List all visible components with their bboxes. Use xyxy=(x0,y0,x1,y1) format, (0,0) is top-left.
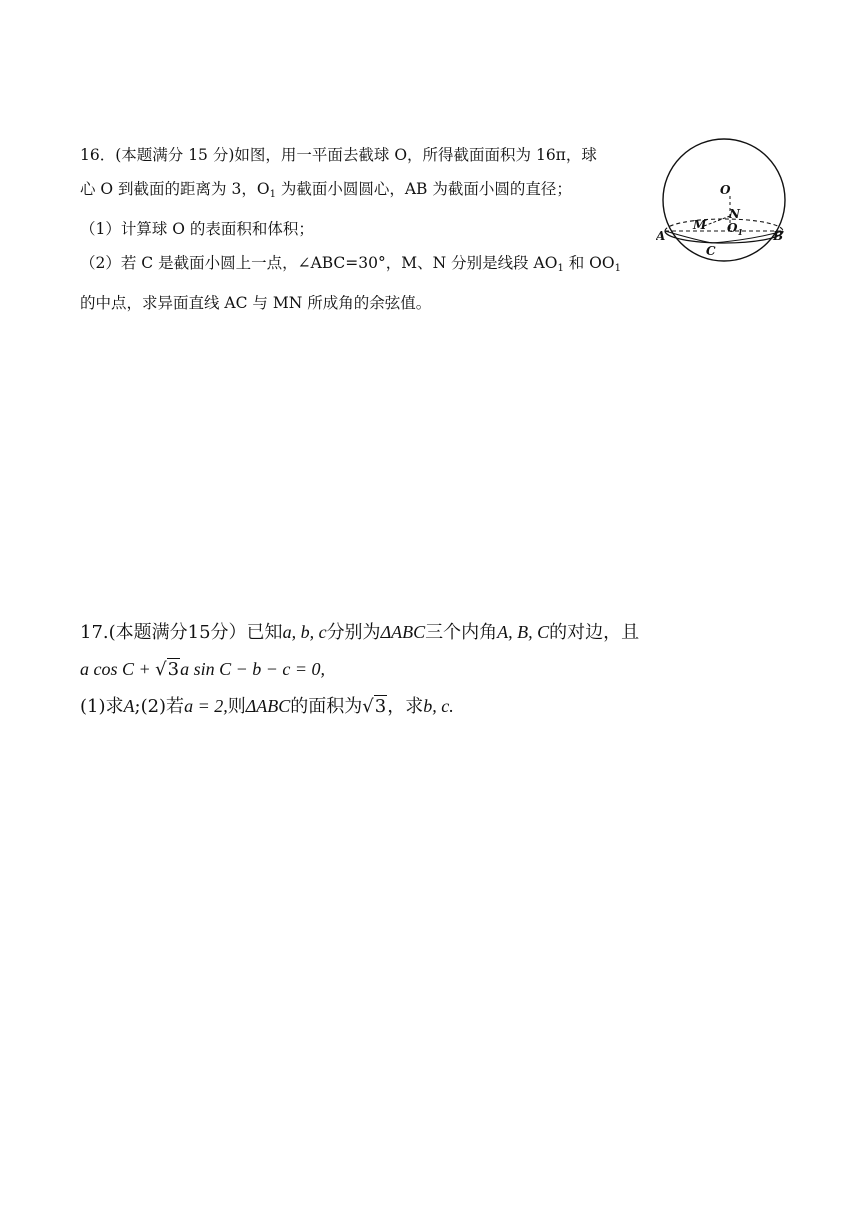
problem-17-equation xyxy=(80,651,760,688)
problem-16-line-5 xyxy=(80,286,652,320)
problem-17-questions xyxy=(80,688,760,725)
problem-17-text: 则 xyxy=(227,696,246,717)
problem-16-text: （1）计算球 O 的表面积和体积； xyxy=(80,220,314,238)
section-back-arc xyxy=(665,219,783,231)
problem-17 xyxy=(80,614,760,725)
problem-16-text: 16．(本题满分 15 分)如图，用一平面去截球 O，所得截面面积为 16π，球 xyxy=(80,146,597,164)
label-o: O xyxy=(720,183,731,197)
subscript: 1 xyxy=(557,263,564,274)
label-a: A xyxy=(656,229,666,243)
problem-16-line-2 xyxy=(80,172,652,212)
label-b: B xyxy=(773,229,784,243)
problem-16-text: （2）若 C 是截面小圆上一点，∠ABC=30°，M、N 分别是线段 AO xyxy=(80,254,558,272)
math-variables: b, c. xyxy=(423,696,454,716)
problem-16-part-2 xyxy=(80,246,652,286)
label-m: M xyxy=(693,218,707,232)
label-o1-sub: 1 xyxy=(737,227,744,237)
math-expression: a cos C + xyxy=(80,659,156,679)
problem-17-text: 的对边，且 xyxy=(549,622,640,643)
math-variables: a, b, c xyxy=(282,622,327,642)
problem-16 xyxy=(80,138,652,320)
label-o1 xyxy=(727,221,743,237)
problem-16-text: 的中点，求异面直线 AC 与 MN 所成角的余弦值。 xyxy=(80,294,432,312)
label-o1-main: O xyxy=(727,221,738,235)
problem-17-text: 分别为 xyxy=(326,622,381,643)
problem-17-text: (1)求 xyxy=(80,696,124,717)
problem-17-text: ，求 xyxy=(387,696,424,717)
problem-17-text: 三个内角 xyxy=(425,622,498,643)
subscript: 1 xyxy=(614,263,621,274)
math-expression: a sin C − b − c = 0, xyxy=(180,659,326,679)
sqrt-symbol: √3 xyxy=(362,696,387,717)
problem-16-line-1 xyxy=(80,138,652,172)
math-variable: A xyxy=(123,696,135,716)
label-n: N xyxy=(729,207,740,221)
problem-16-text: 为截面小圆圆心，AB 为截面小圆的直径； xyxy=(275,180,572,198)
sqrt-radicand: 3 xyxy=(374,696,387,717)
math-angles: A, B, C xyxy=(497,622,550,642)
sqrt-symbol: √3 xyxy=(155,659,180,680)
problem-17-text: 17.(本题满分15分）已知 xyxy=(80,622,283,643)
problem-17-text: ;(2)若 xyxy=(134,696,185,717)
math-triangle: ΔABC xyxy=(245,696,291,716)
problem-16-text: 和 OO xyxy=(563,254,615,272)
math-condition: a = 2, xyxy=(184,696,228,716)
sqrt-radicand: 3 xyxy=(167,659,180,680)
sphere-figure xyxy=(656,136,790,266)
problem-16-text: 心 O 到截面的距离为 3，O xyxy=(80,180,270,198)
section-front-arc xyxy=(665,231,783,243)
problem-17-text: 的面积为 xyxy=(290,696,363,717)
problem-17-line-1 xyxy=(80,614,760,651)
problem-16-part-1 xyxy=(80,212,652,246)
label-c: C xyxy=(706,244,716,258)
sphere-diagram xyxy=(656,136,790,266)
subscript: 1 xyxy=(269,189,276,200)
math-triangle: ΔABC xyxy=(380,622,426,642)
